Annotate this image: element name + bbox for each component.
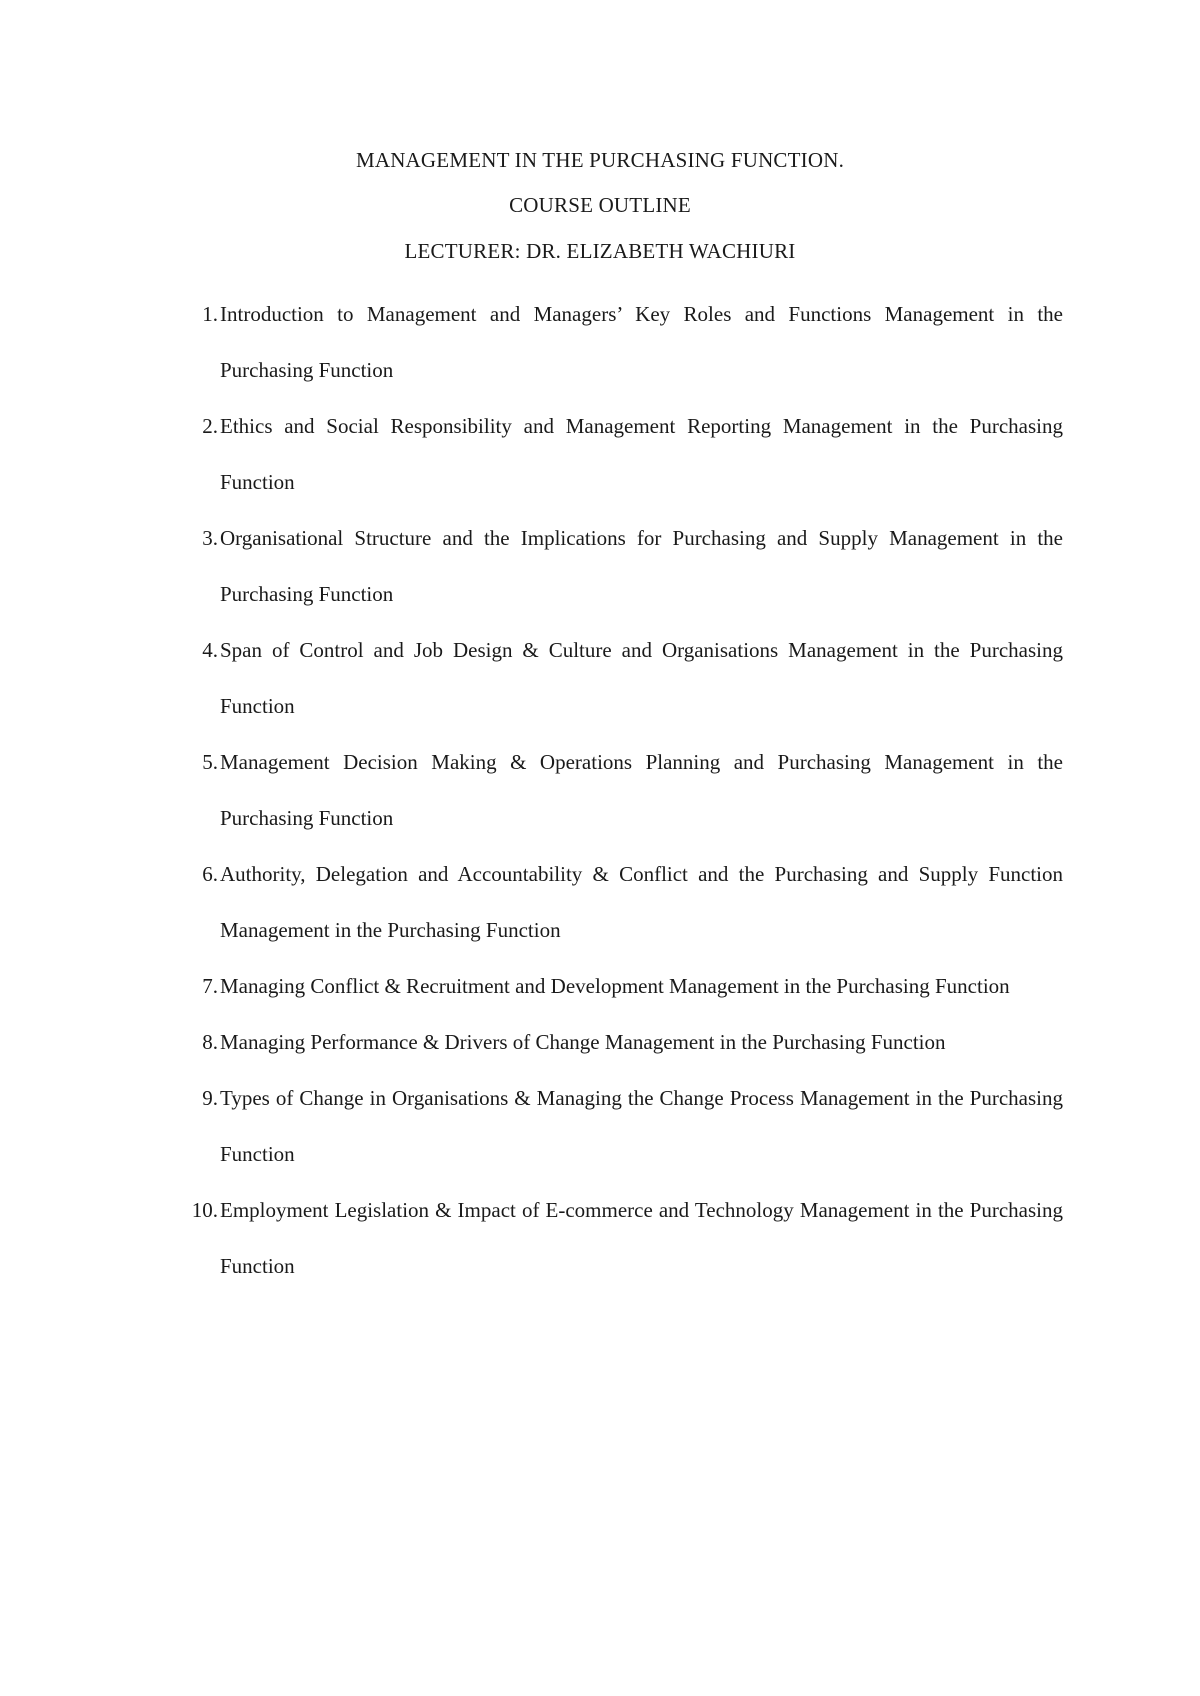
list-item-text: Managing Conflict & Recruitment and Development Management in the Purchasing Function <box>220 974 1010 998</box>
list-item-number: 1. <box>202 302 218 326</box>
list-item <box>170 286 1063 398</box>
list-item-number: 9. <box>202 1086 218 1110</box>
list-item-number: 4. <box>202 638 218 662</box>
list-item-text: Span of Control and Job Design & Culture and Organisations Management in the Purchasing Function <box>220 638 1063 718</box>
list-item-number: 7. <box>202 974 218 998</box>
list-item <box>170 622 1063 734</box>
list-item-number: 8. <box>202 1030 218 1054</box>
list-item-text: Employment Legislation & Impact of E-commerce and Technology Management in the Purchasing Function <box>220 1198 1063 1278</box>
list-item <box>170 958 1063 1014</box>
list-item-number: 10. <box>191 1198 218 1222</box>
course-outline-list <box>170 286 1063 1294</box>
list-item <box>170 1182 1063 1294</box>
list-item-text: Organisational Structure and the Implications for Purchasing and Supply Management in the Purchasing Function <box>220 526 1063 606</box>
list-item <box>170 846 1063 958</box>
list-item <box>170 398 1063 510</box>
list-item-text: Introduction to Management and Managers’ Key Roles and Functions Management in the Purchasing Function <box>220 302 1063 382</box>
list-item-number: 5. <box>202 750 218 774</box>
document-title: MANAGEMENT IN THE PURCHASING FUNCTION. <box>355 148 845 172</box>
list-item-text: Management Decision Making & Operations Planning and Purchasing Management in the Purchasing Function <box>220 750 1063 830</box>
list-item <box>170 1070 1063 1182</box>
list-item-text: Types of Change in Organisations & Managing the Change Process Management in the Purchasing Function <box>220 1086 1063 1166</box>
lecturer-line: LECTURER: DR. ELIZABETH WACHIURI <box>404 239 796 263</box>
list-item-number: 6. <box>202 862 218 886</box>
list-item-text: Ethics and Social Responsibility and Management Reporting Management in the Purchasing Function <box>220 414 1063 494</box>
list-item-number: 3. <box>202 526 218 550</box>
list-item-text: Managing Performance & Drivers of Change Management in the Purchasing Function <box>220 1030 946 1054</box>
list-item <box>170 1014 1063 1070</box>
list-item <box>170 734 1063 846</box>
list-item-text: Authority, Delegation and Accountability & Conflict and the Purchasing and Supply Function Management in the Purchasing Function <box>220 862 1063 942</box>
document-subtitle: COURSE OUTLINE <box>509 193 691 217</box>
list-item-number: 2. <box>202 414 218 438</box>
list-item <box>170 510 1063 622</box>
